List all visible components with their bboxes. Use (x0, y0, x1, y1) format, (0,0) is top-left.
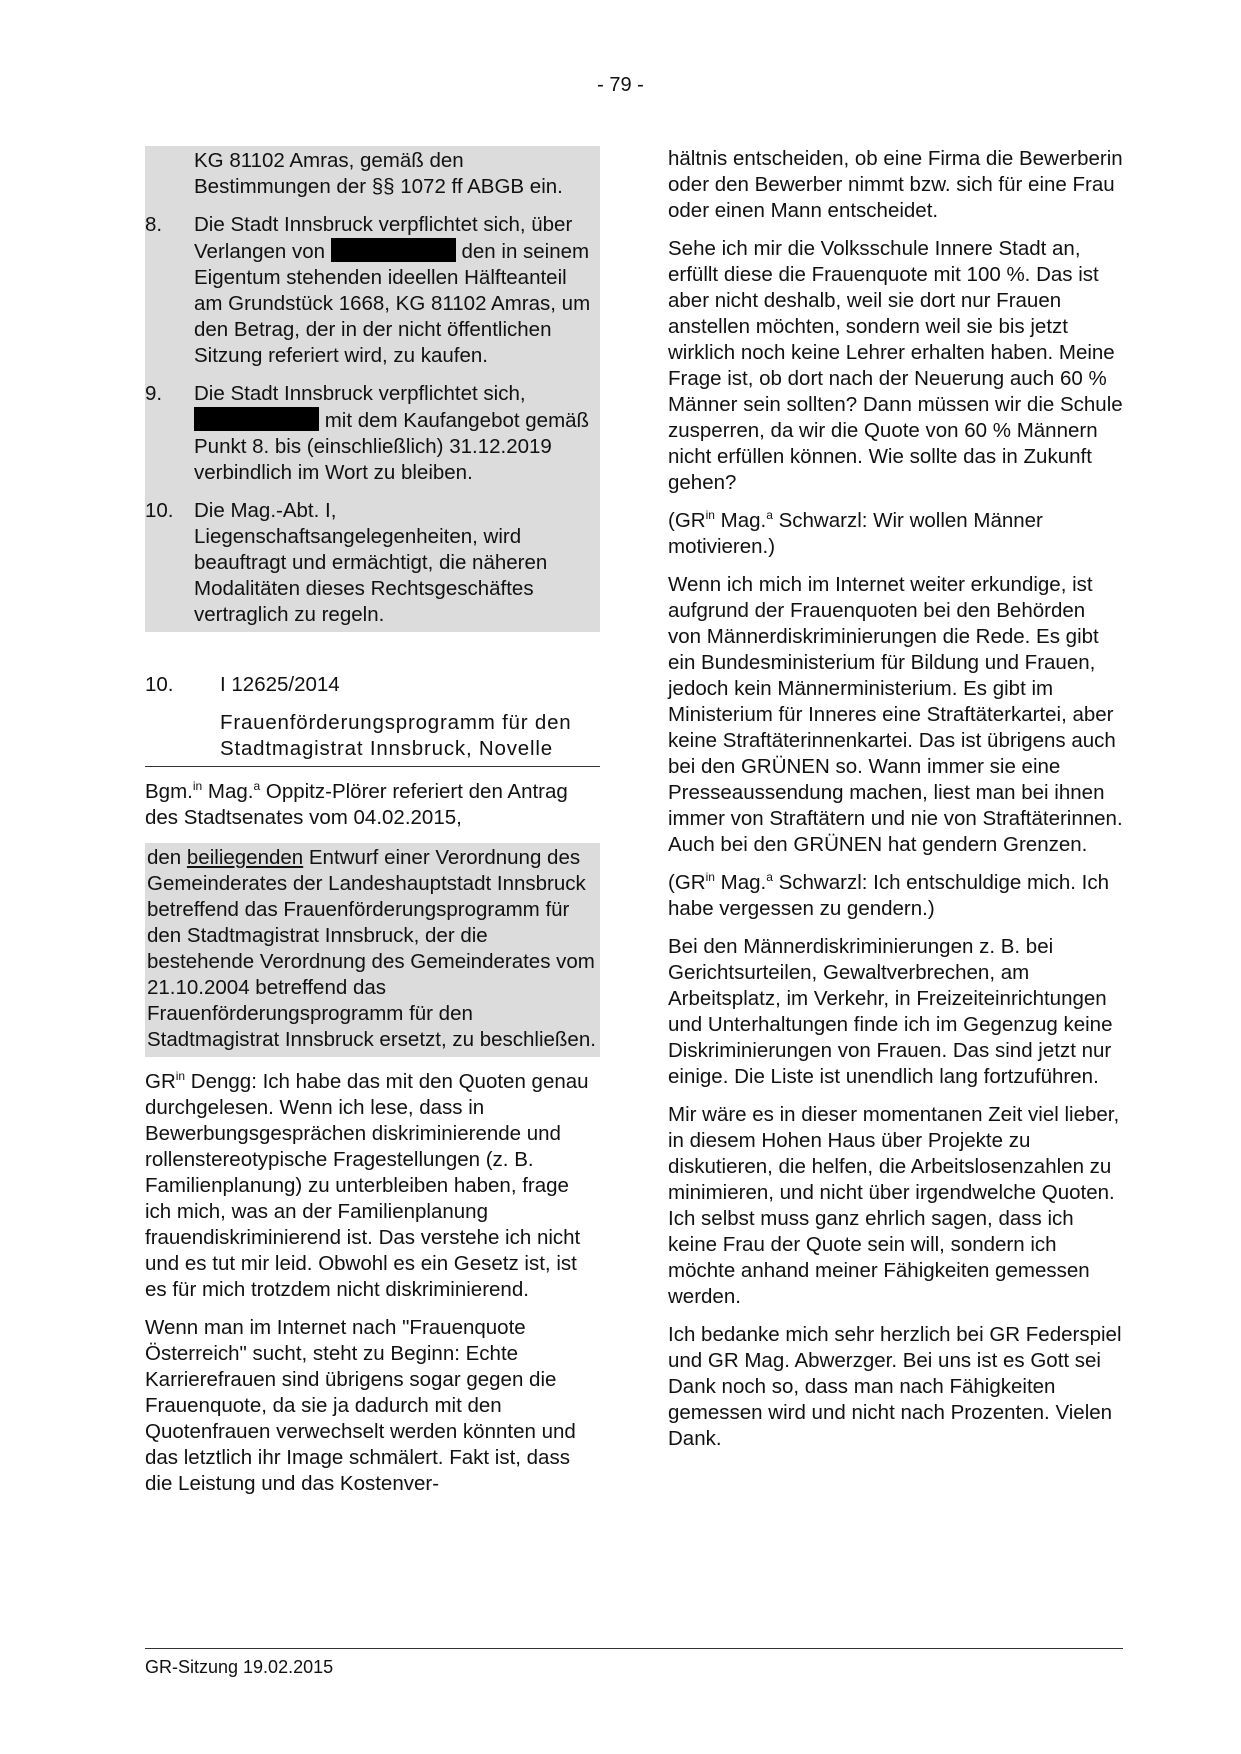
list-item (145, 148, 600, 200)
redaction-block (194, 407, 319, 431)
speech-paragraph: $GR^{in}$ Dengg: Ich habe das mit den Quoten genau durchgelesen. Wenn ich lese, dass in Bewerbungsgesprächen diskriminierende und rollenstereotypische Fragestellungen (z. B. Familienplanung) zu unterbleiben haben, frage ich mich, was an der Familienplanung frauendiskriminierend ist. Das verstehe ich nicht und es tut mir leid. Obwohl es ein Gesetz ist, ist es für mich trotzdem nicht diskriminierend. (145, 1069, 589, 1301)
list-number: 9. (145, 382, 163, 405)
list-item (145, 381, 600, 486)
list-intro-text: KG 81102 Amras, gemäß den Bestimmungen der §§ 1072 ff ABGB ein. (194, 149, 563, 198)
list-text: Die Stadt Innsbruck verpflichtet sich, (194, 382, 526, 405)
interjection: ($GR^{in}$ Mag.$^a$ Schwarzl: Ich entschuldige mich. Ich habe vergessen zu gendern.) (668, 870, 1110, 920)
redaction-block (331, 238, 456, 262)
agenda-header (145, 672, 600, 698)
speech-paragraph: Mir wäre es in dieser momentanen Zeit viel lieber, in diesem Hohen Haus über Projekte zu diskutieren, die helfen, die Arbeitslosenzahlen zu minimieren, und nicht über irgendwelche Quoten. Ich selbst muss ganz ehrlich sagen, dass ich keine Frau der Quote sein will, sondern ich möchte anhand meiner Fähigkeiten gemessen werden. (668, 1103, 1120, 1308)
list-text: mit dem Kaufangebot gemäß Punkt 8. bis (einschließlich) 31.12.2019 verbindlich im Wort zu bleiben. (194, 409, 590, 484)
list-item (145, 212, 600, 369)
page-number: - 79 - (597, 74, 644, 96)
list-text: den in seinem Eigentum stehenden ideellen Hälfteanteil am Grundstück 1668, KG 81102 Amras, um den Betrag, der in der nicht öffentlichen Sitzung referiert wird, zu kaufen. (194, 240, 591, 367)
resolution-list (145, 146, 600, 632)
speech-paragraph: hältnis entscheiden, ob eine Firma die Bewerberin oder den Bewerber nimmt bzw. sich für eine Frau oder einen Mann entscheidet. (668, 147, 1123, 222)
agenda-number: 10. (145, 673, 174, 696)
list-item (145, 498, 600, 628)
speech-paragraph: Wenn man im Internet nach "Frauenquote Österreich" sucht, steht zu Beginn: Echte Karrierefrauen sind übrigens sogar gegen die Frauenquote, da sie ja dadurch mit den Quotenfrauen verwechselt werden könnten und das letztlich ihr Image schmälert. Fakt ist, dass die Leistung und das Kostenver- (145, 1316, 576, 1495)
right-column (668, 146, 1123, 1464)
speech-paragraph: Wenn ich mich im Internet weiter erkundige, ist aufgrund der Frauenquoten bei den Behörden von Männerdiskriminierungen die Rede. Es gibt ein Bundesministerium für Bildung und Frauen, jedoch kein Männerministerium. Es gibt im Ministerium für Inneres eine Straftäterkartei, aber keine Straftäterinnenkartei. Das ist übrigens auch bei den GRÜNEN so. Wann immer sie eine Presseaussendung machen, liest man bei ihnen immer von Straftätern und nie von Straftäterinnen. Auch bei den GRÜNEN hat gendern Grenzen. (668, 573, 1123, 856)
attachment-link[interactable]: beiliegenden (186, 846, 304, 869)
divider (145, 766, 600, 767)
interjection: ($GR^{in}$ Mag.$^a$ Schwarzl: Wir wollen Männer motivieren.) (668, 508, 1043, 558)
speech-paragraph: Bei den Männerdiskriminierungen z. B. bei Gerichtsurteilen, Gewaltverbrechen, am Arbeitsplatz, im Verkehr, in Freizeiteinrichtungen und Unterhaltungen finde ich im Gegenzug keine Diskriminierungen von Frauen. Das sind jetzt nur einige. Die Liste ist unendlich lang fortzuführen. (668, 935, 1113, 1088)
motion-text: den beiliegenden Entwurf einer Verordnung des Gemeinderates der Landeshauptstadt Innsbruck betreffend das Frauenförderungsprogramm für den Stadtmagistrat Innsbruck, der die bestehende Verordnung des Gemeinderates vom 21.10.2004 betreffend das Frauenförderungsprogramm für den Stadtmagistrat Innsbruck ersetzt, zu beschließen. (145, 843, 600, 1057)
footer-divider (145, 1648, 1123, 1649)
list-number: 8. (145, 213, 163, 236)
list-text: Die Mag.-Abt. I, Liegenschaftsangelegenheiten, wird beauftragt und ermächtigt, die näheren Modalitäten dieses Rechtsgeschäftes vertraglich zu regeln. (194, 499, 548, 626)
list-number: 10. (145, 499, 174, 522)
speech-paragraph: Ich bedanke mich sehr herzlich bei GR Federspiel und GR Mag. Abwerzger. Bei uns ist es Gott sei Dank noch so, dass man nach Fähigkeiten gemessen wird und nicht nach Prozenten. Vielen Dank. (668, 1323, 1122, 1450)
list-text: Die Stadt Innsbruck verpflichtet sich, über Verlangen von (194, 213, 573, 263)
agenda-file-number: I 12625/2014 (220, 673, 340, 696)
left-column (145, 146, 600, 1509)
agenda-title: Frauenförderungsprogramm für den Stadtmagistrat Innsbruck, Novelle (220, 711, 572, 760)
speech-paragraph: Sehe ich mir die Volksschule Innere Stadt an, erfüllt diese die Frauenquote mit 100 %. Das ist aber nicht deshalb, weil sie dort nur Frauen anstellen möchten, sondern weil sie bis jetzt wirklich noch keine Lehrer erhalten haben. Meine Frage ist, ob dort nach der Neuerung auch 60 % Männer sein sollten? Dann müssen wir die Schule zusperren, da wir die Quote von 60 % Männern nicht erfüllen können. Wie sollte das in Zukunft gehen? (668, 237, 1123, 494)
footer-text: GR-Sitzung 19.02.2015 (145, 1657, 334, 1677)
intro-paragraph: Bgm.$^{in}$ Mag.$^a$ Oppitz-Plörer referiert den Antrag des Stadtsenates vom 04.02.2015, (145, 779, 568, 829)
